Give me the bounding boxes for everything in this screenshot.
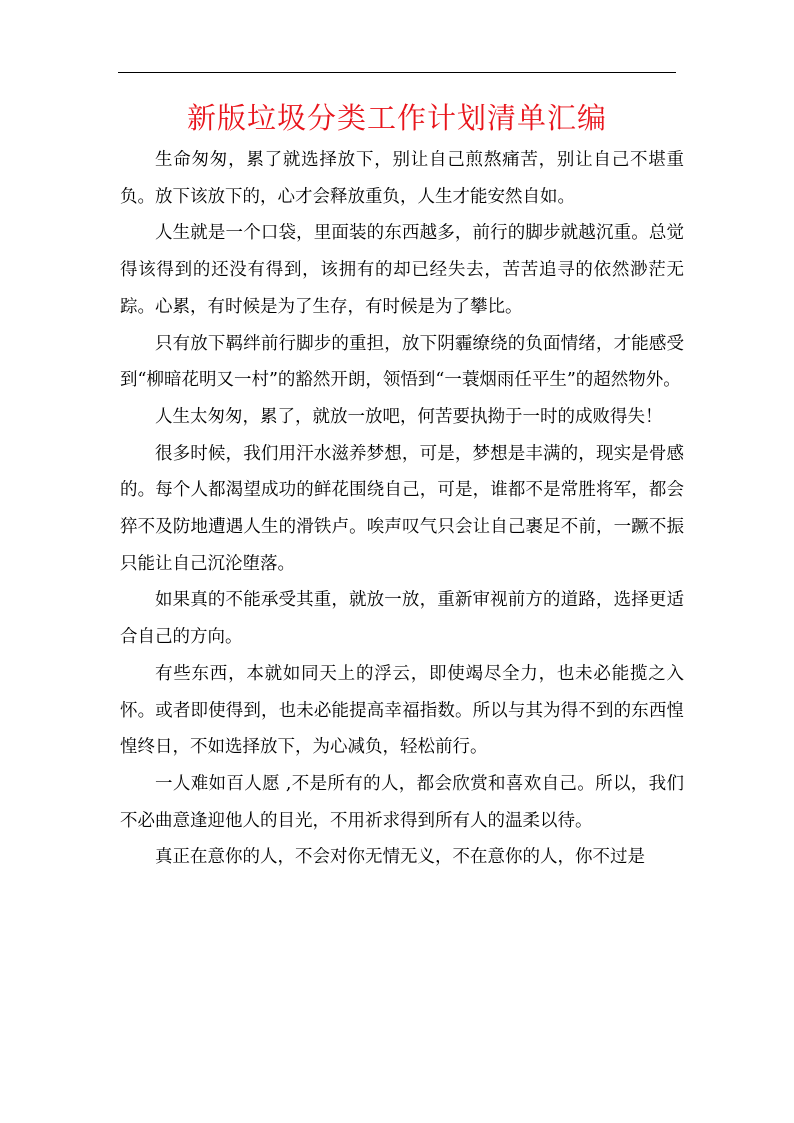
paragraph: 如果真的不能承受其重，就放一放，重新审视前方的道路，选择更适合自己的方向。 [120, 590, 684, 648]
paragraph: 一人难如百人愿 ,不是所有的人，都会欣赏和喜欢自己。所以，我们不必曲意逢迎他人的目光，不用祈求得到所有人的温柔以待。 [120, 773, 684, 831]
paragraph: 很多时候，我们用汗水滋养梦想，可是，梦想是丰满的，现实是骨感的。每个人都渴望成功的鲜花围绕自己，可是，谁都不是常胜将军，都会猝不及防地遭遇人生的滑铁卢。唉声叹气只会让自己裹足不前，一蹶不振只能让自己沉沦堕落。 [120, 443, 684, 574]
paragraph: 生命匆匆，累了就选择放下，别让自己煎熬痛苦，别让自己不堪重负。放下该放下的，心才会释放重负，人生才能安然自如。 [120, 150, 684, 207]
paragraph: 只有放下羁绊前行脚步的重担，放下阴霾缭绕的负面情绪，才能感受到“柳暗花明又一村”的豁然开朗，领悟到“一蓑烟雨任平生”的超然物外。 [120, 333, 684, 391]
paragraph: 人生就是一个口袋，里面装的东西越多，前行的脚步就越沉重。总觉得该得到的还没有得到，该拥有的却已经失去，苦苦追寻的依然渺茫无踪。心累，有时候是为了生存，有时候是为了攀比。 [120, 223, 684, 317]
document-title: 新版垃圾分类工作计划清单汇编 [186, 101, 607, 135]
paragraph: 有些东西，本就如同天上的浮云，即使竭尽全力，也未必能揽之入怀。或者即使得到，也未必能提高幸福指数。所以与其为得不到的东西惶惶终日，不如选择放下，为心减负，轻松前行。 [120, 663, 684, 758]
paragraph: 真正在意你的人，不会对你无情无义，不在意你的人，你不过是 [155, 847, 645, 868]
header-rule [118, 72, 676, 73]
document-body [120, 142, 684, 876]
paragraph: 人生太匆匆，累了，就放一放吧，何苦要执拗于一时的成败得失！ [155, 406, 663, 427]
